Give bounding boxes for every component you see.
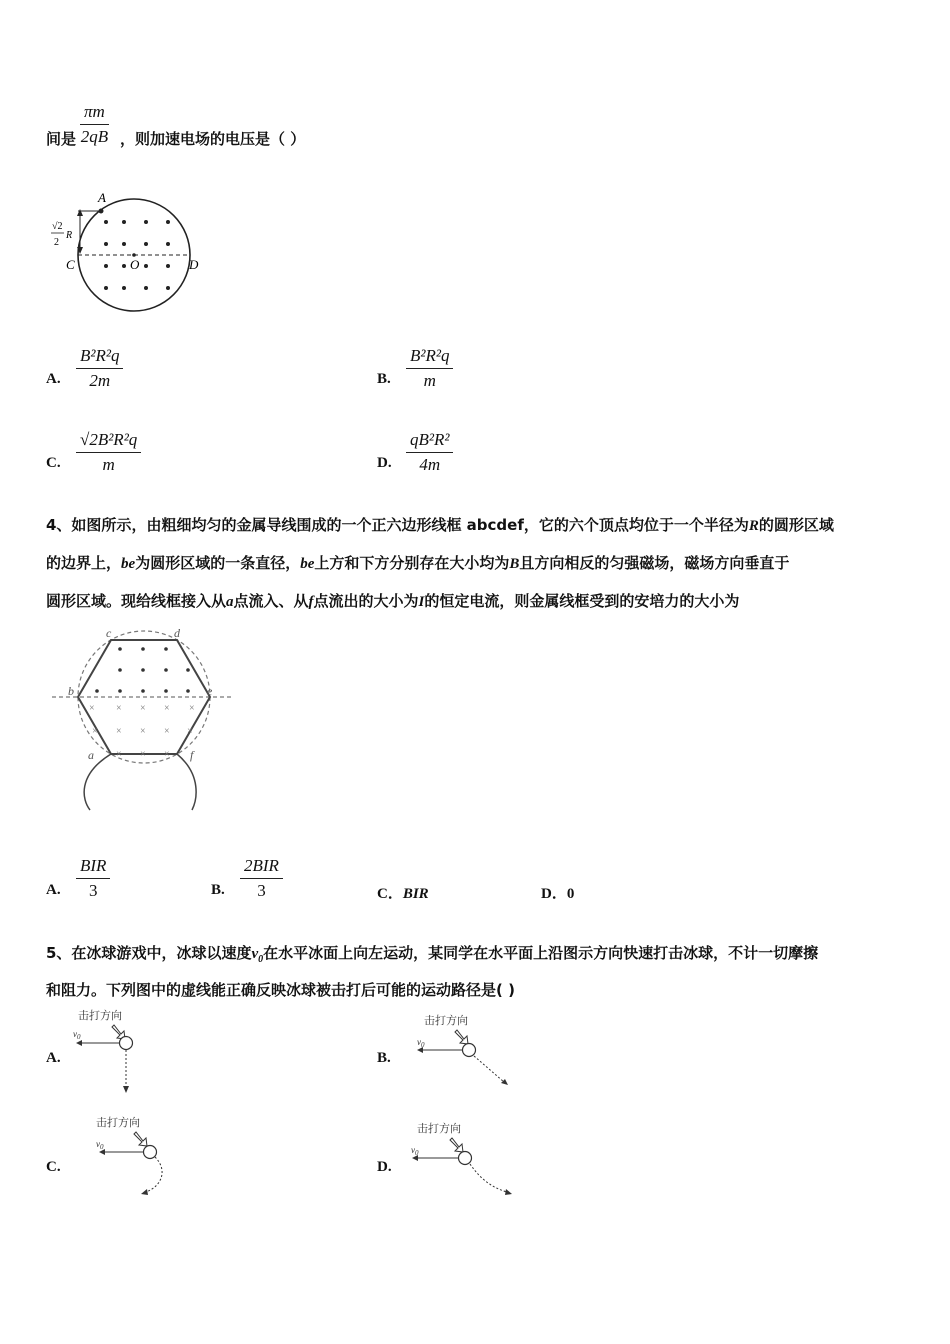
- svg-text:×: ×: [164, 703, 170, 714]
- lead-wire-f: [177, 754, 196, 810]
- puck: [144, 1146, 157, 1159]
- vertex-label-c: c: [106, 626, 112, 640]
- svg-text:×: ×: [187, 726, 193, 737]
- q4-hexagon-figure: [52, 625, 242, 815]
- q5-option-b-letter[interactable]: B.: [377, 1050, 391, 1066]
- q3-option-c[interactable]: $\frac{\text{√2B²R²q}}{m}$: [76, 430, 141, 475]
- q5-option-b-diagram[interactable]: [412, 1010, 522, 1090]
- label-sqrt2: √2: [52, 221, 63, 232]
- q4-stem-line-1: 4、如图所示，由粗细均匀的金属导线围成的一个正六边形线框 abcdef，它的六个顶点均位于一个半径为R的圆形区域: [46, 516, 834, 534]
- q4-option-c[interactable]: C．BIR: [377, 886, 429, 902]
- q3-magnetic-field-figure: [44, 185, 214, 315]
- hit-direction-label: 击打方向: [417, 1123, 461, 1135]
- q3-option-b-letter[interactable]: B.: [377, 371, 391, 387]
- label-o: O: [130, 257, 140, 272]
- q3-option-d-letter[interactable]: D.: [377, 455, 392, 471]
- vertex-label-d: d: [174, 626, 180, 640]
- vertex-label-a: a: [88, 748, 94, 762]
- svg-text:×: ×: [116, 749, 122, 760]
- svg-text:×: ×: [140, 749, 146, 760]
- path-dashed: [474, 1056, 504, 1082]
- q3-option-b[interactable]: $\frac{\text{B²R²q}}{m}$: [406, 346, 453, 391]
- hit-direction-label: 击打方向: [96, 1117, 140, 1129]
- point-a: [99, 209, 104, 214]
- q5-option-d-letter[interactable]: D.: [377, 1159, 392, 1175]
- label-c: C: [66, 257, 75, 272]
- q3-option-a[interactable]: $\frac{\text{B²R²q}}{2m}$: [76, 346, 123, 391]
- puck: [459, 1152, 472, 1165]
- v0-label: $v_0$: [411, 1145, 419, 1157]
- lead-wire-a: [84, 754, 111, 810]
- svg-text:×: ×: [92, 726, 98, 737]
- path-dashed: [470, 1164, 507, 1192]
- vertex-label-b: b: [68, 684, 74, 698]
- q3-option-c-letter[interactable]: C.: [46, 455, 61, 471]
- vertex-label-f: f: [190, 748, 194, 762]
- q5-option-c-letter[interactable]: C.: [46, 1159, 61, 1175]
- q3-period-fraction: $\frac{\pi m}{2qB}$: [80, 102, 109, 146]
- q3-option-a-letter[interactable]: A.: [46, 371, 61, 387]
- puck: [463, 1044, 476, 1057]
- svg-text:×: ×: [89, 703, 95, 714]
- q5-option-a-diagram[interactable]: [70, 1005, 150, 1097]
- v0-label: $v_0$: [73, 1029, 81, 1041]
- label-r: R: [66, 230, 73, 241]
- path-dashed: [146, 1157, 162, 1192]
- q3-option-d[interactable]: $\frac{\text{qB²R²}}{4m}$: [406, 430, 453, 475]
- q5-option-a-letter[interactable]: A.: [46, 1050, 61, 1066]
- hit-arrow-icon: [134, 1132, 147, 1146]
- hit-arrow-icon: [450, 1138, 463, 1152]
- label-a: A: [98, 190, 106, 205]
- svg-text:×: ×: [116, 703, 122, 714]
- svg-text:×: ×: [164, 726, 170, 737]
- q5-stem-line-2: 和阻力。下列图中的虚线能正确反映冰球被击打后可能的运动路径是( ): [46, 981, 515, 999]
- svg-text:×: ×: [116, 726, 122, 737]
- q4-option-b-letter[interactable]: B.: [211, 882, 225, 898]
- dots-above: [95, 647, 190, 693]
- q4-option-a[interactable]: BIR 3: [76, 856, 110, 901]
- hit-direction-label: 击打方向: [424, 1015, 468, 1027]
- v0-label: $v_0$: [417, 1037, 425, 1049]
- hit-direction-label: 击打方向: [78, 1010, 122, 1022]
- q4-option-a-letter[interactable]: A.: [46, 882, 61, 898]
- svg-text:×: ×: [164, 749, 170, 760]
- label-two: 2: [54, 237, 59, 248]
- q4-stem-line-3: 圆形区域。现给线框接入从a点流入、从f点流出的大小为I的恒定电流，则金属线框受到的安培力的大小为: [46, 592, 740, 610]
- svg-text:×: ×: [189, 703, 195, 714]
- v0-label: $v_0$: [96, 1139, 104, 1151]
- q4-stem-line-2: 的边界上，be为圆形区域的一条直径，be上方和下方分别存在大小均为B且方向相反的匀强磁场，磁场方向垂直于: [46, 554, 790, 572]
- label-d: D: [189, 257, 199, 272]
- vertex-label-e: e: [207, 684, 213, 698]
- svg-text:×: ×: [140, 703, 146, 714]
- q5-option-d-diagram[interactable]: [405, 1118, 525, 1200]
- svg-text:×: ×: [140, 726, 146, 737]
- q5-option-c-diagram[interactable]: [90, 1112, 180, 1202]
- q4-option-b[interactable]: 2BIR 3: [240, 856, 283, 901]
- q4-option-d[interactable]: D．0: [541, 886, 575, 902]
- hit-arrow-icon: [455, 1030, 468, 1044]
- puck: [120, 1037, 133, 1050]
- q3-stem-line: 间是 ，则加速电场的电压是（ ）: [46, 130, 306, 148]
- q5-stem-line-1: 5、在冰球游戏中，冰球以速度$v_0$在水平冰面上向左运动，某同学在水平面上沿图示方向快速打击冰球，不计一切摩擦: [46, 944, 819, 965]
